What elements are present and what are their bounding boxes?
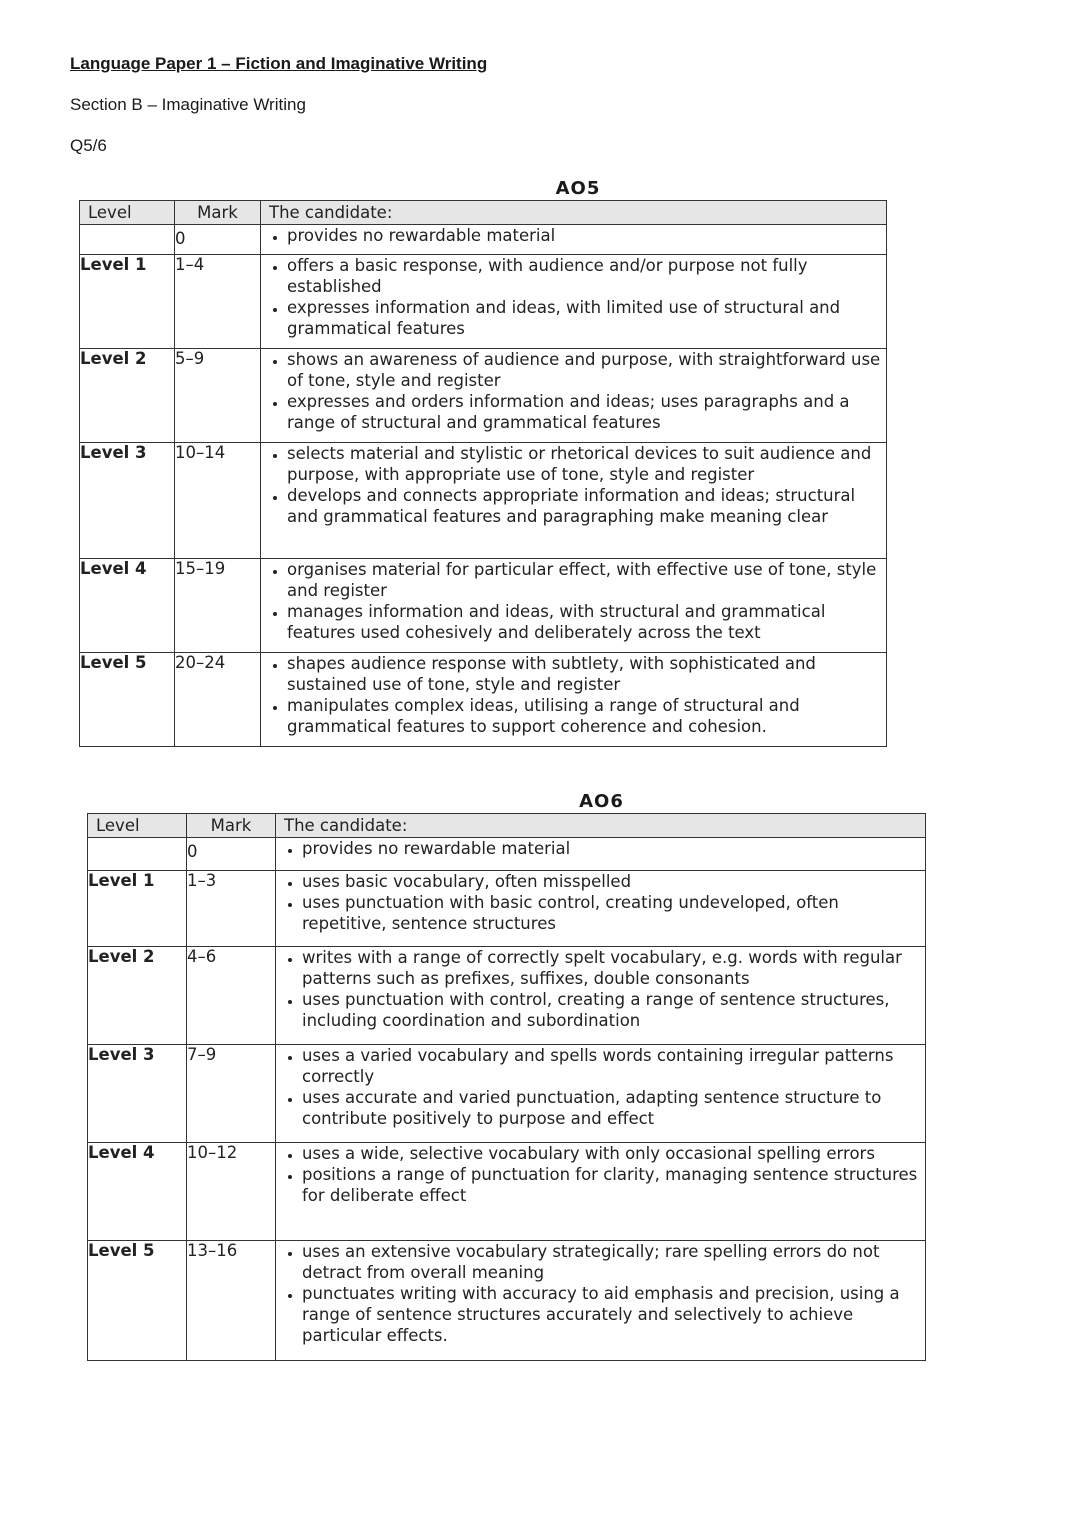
descriptor-item: • writes with a range of correctly spelt vocabulary, e.g. words with regular patterns such as prefixes, suffixes, double consonants: [302, 947, 925, 989]
descriptor-cell: [276, 1241, 926, 1361]
level-cell: [80, 225, 175, 255]
descriptor-item: • uses basic vocabulary, often misspelled: [302, 871, 925, 892]
level-cell: Level 4: [88, 1143, 187, 1241]
level-cell: Level 2: [88, 947, 187, 1045]
descriptor-cell: [261, 559, 887, 653]
descriptor-item: • offers a basic response, with audience and/or purpose not fully established: [287, 255, 886, 297]
level-cell: Level 2: [80, 349, 175, 443]
descriptor-item: • positions a range of punctuation for clarity, managing sentence structures for deliberate effect: [302, 1164, 925, 1206]
descriptor-item: • shapes audience response with subtlety, with sophisticated and sustained use of tone, style and register: [287, 653, 886, 695]
mark-cell: 4–6: [187, 947, 276, 1045]
level-cell: Level 3: [88, 1045, 187, 1143]
table-row: [88, 947, 926, 1045]
mark-cell: 1–3: [187, 871, 276, 947]
descriptor-list: [261, 349, 886, 433]
level-column-header: Level: [88, 814, 187, 838]
section-heading: Section B – Imaginative Writing: [70, 95, 306, 114]
descriptor-list: [276, 947, 925, 1031]
level-column-header: Level: [80, 201, 175, 225]
descriptor-cell: [276, 1045, 926, 1143]
descriptor-item: • provides no rewardable material: [302, 838, 925, 859]
mark-cell: 7–9: [187, 1045, 276, 1143]
ao6-mark-scheme-table: [87, 813, 926, 1361]
ao5-heading: AO5: [555, 178, 601, 199]
level-cell: Level 5: [88, 1241, 187, 1361]
table-header-row: [88, 814, 926, 838]
mark-cell: 13–16: [187, 1241, 276, 1361]
ao6-block: [87, 791, 926, 1361]
descriptor-item: • manipulates complex ideas, utilising a range of structural and grammatical features to support coherence and cohesion.: [287, 695, 886, 737]
descriptor-cell: [276, 838, 926, 871]
descriptor-item: • organises material for particular effect, with effective use of tone, style and register: [287, 559, 886, 601]
document-title: Language Paper 1 – Fiction and Imaginative Writing: [70, 54, 488, 73]
descriptor-item: • shows an awareness of audience and purpose, with straightforward use of tone, style and register: [287, 349, 886, 391]
descriptor-list: [276, 1241, 925, 1346]
descriptor-cell: [261, 349, 887, 443]
table-row: [80, 653, 887, 747]
table-row: [88, 1143, 926, 1241]
mark-cell: 1–4: [175, 255, 261, 349]
descriptor-item: • punctuates writing with accuracy to aid emphasis and precision, using a range of sentence structures accurately and selectively to achieve particular effects.: [302, 1283, 925, 1346]
table-row: [80, 559, 887, 653]
descriptor-list: [276, 871, 925, 934]
ao6-table-body: [88, 838, 926, 1361]
ao5-block: [79, 178, 887, 747]
table-header-row: [80, 201, 887, 225]
descriptor-item: • expresses and orders information and ideas; uses paragraphs and a range of structural and grammatical features: [287, 391, 886, 433]
descriptor-cell: [276, 947, 926, 1045]
table-row: [80, 443, 887, 559]
descriptor-cell: [276, 1143, 926, 1241]
descriptor-list: [261, 225, 886, 246]
table-row: [80, 225, 887, 255]
descriptor-list: [261, 653, 886, 737]
mark-cell: 20–24: [175, 653, 261, 747]
descriptor-item: • selects material and stylistic or rhetorical devices to suit audience and purpose, with appropriate use of tone, style and register: [287, 443, 886, 485]
descriptor-cell: [261, 255, 887, 349]
descriptor-list: [261, 559, 886, 643]
descriptor-list: [261, 443, 886, 527]
descriptor-item: • uses punctuation with basic control, creating undeveloped, often repetitive, sentence structures: [302, 892, 925, 934]
description-column-header: The candidate:: [261, 201, 887, 225]
table-row: [80, 255, 887, 349]
mark-cell: 10–12: [187, 1143, 276, 1241]
descriptor-item: • provides no rewardable material: [287, 225, 886, 246]
description-column-header: The candidate:: [276, 814, 926, 838]
ao5-mark-scheme-table: [79, 200, 887, 747]
level-cell: Level 1: [80, 255, 175, 349]
descriptor-cell: [261, 225, 887, 255]
level-cell: Level 1: [88, 871, 187, 947]
level-cell: Level 4: [80, 559, 175, 653]
descriptor-list: [276, 1143, 925, 1206]
table-row: [80, 349, 887, 443]
descriptor-item: • expresses information and ideas, with limited use of structural and grammatical features: [287, 297, 886, 339]
mark-column-header: Mark: [187, 814, 276, 838]
mark-cell: 10–14: [175, 443, 261, 559]
descriptor-list: [276, 838, 925, 859]
mark-cell: 15–19: [175, 559, 261, 653]
descriptor-cell: [276, 871, 926, 947]
mark-column-header: Mark: [175, 201, 261, 225]
table-row: [88, 838, 926, 871]
ao5-table-body: [80, 225, 887, 747]
table-row: [88, 1241, 926, 1361]
descriptor-item: • uses an extensive vocabulary strategically; rare spelling errors do not detract from overall meaning: [302, 1241, 925, 1283]
question-label: Q5/6: [70, 136, 107, 155]
descriptor-item: • manages information and ideas, with structural and grammatical features used cohesively and deliberately across the text: [287, 601, 886, 643]
descriptor-item: • uses a wide, selective vocabulary with only occasional spelling errors: [302, 1143, 925, 1164]
descriptor-list: [276, 1045, 925, 1129]
descriptor-item: • uses a varied vocabulary and spells words containing irregular patterns correctly: [302, 1045, 925, 1087]
descriptor-cell: [261, 653, 887, 747]
level-cell: Level 3: [80, 443, 175, 559]
mark-cell: 0: [187, 838, 276, 871]
level-cell: [88, 838, 187, 871]
descriptor-item: • uses punctuation with control, creating a range of sentence structures, including coordination and subordination: [302, 989, 925, 1031]
level-cell: Level 5: [80, 653, 175, 747]
descriptor-item: • develops and connects appropriate information and ideas; structural and grammatical features and paragraphing make meaning clear: [287, 485, 886, 527]
descriptor-list: [261, 255, 886, 339]
table-row: [88, 1045, 926, 1143]
table-row: [88, 871, 926, 947]
descriptor-cell: [261, 443, 887, 559]
mark-cell: 5–9: [175, 349, 261, 443]
ao6-heading: AO6: [579, 791, 624, 812]
descriptor-item: • uses accurate and varied punctuation, adapting sentence structure to contribute positively to purpose and effect: [302, 1087, 925, 1129]
mark-cell: 0: [175, 225, 261, 255]
